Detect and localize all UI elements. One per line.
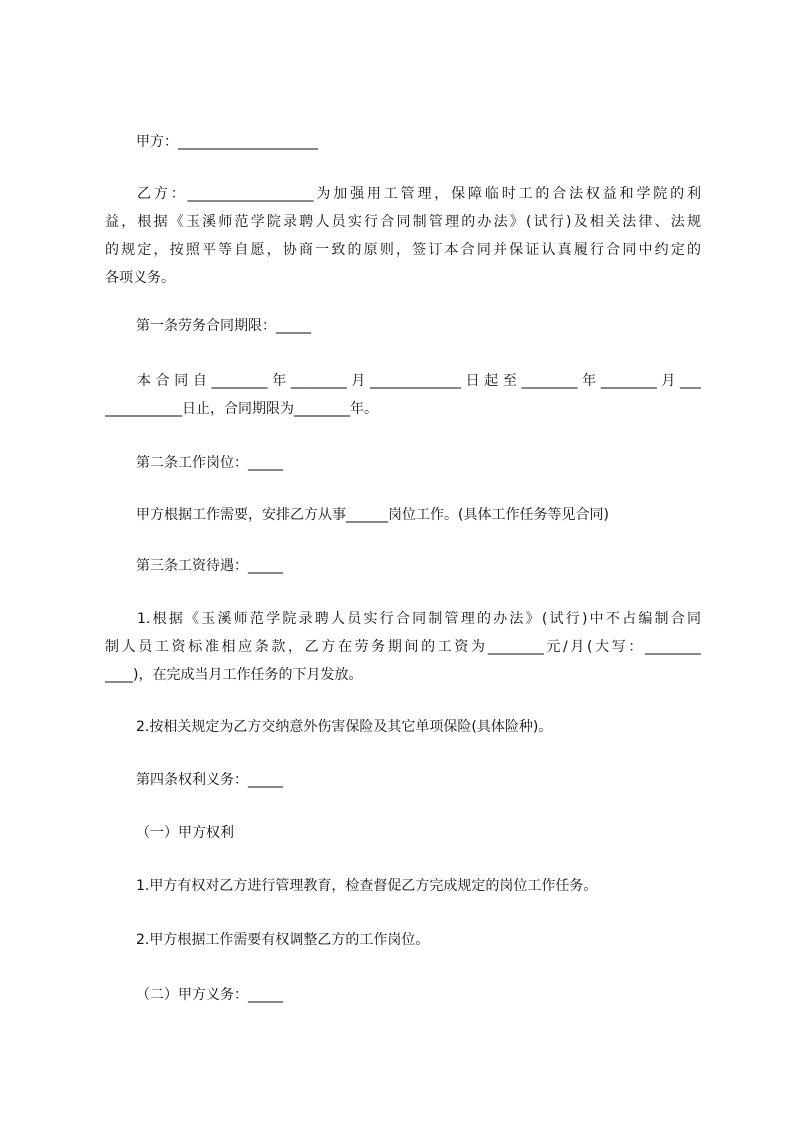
- party-b-line-1: 乙方：__________________为加强用工管理，保障临时工的合法权益和学院的利: [137, 186, 701, 202]
- party-a-rights-item-2: 2.甲方根据工作需要有权调整乙方的工作岗位。: [136, 932, 430, 948]
- article-3-item-1: [105, 605, 701, 689]
- party-b-line-3: 的规定，按照平等自愿，协商一致的原则，签订本合同并保证认真履行合同中约定的: [105, 242, 701, 258]
- article-3-item-1-line-1: 1.根据《玉溪师范学院录聘人员实行合同制管理的办法》(试行)中不占编制合同: [137, 611, 701, 627]
- article-3-item-2: 2.按相关规定为乙方交纳意外伤害保险及其它单项保险(具体险种)。: [136, 719, 553, 735]
- party-a-rights-item-1: 1.甲方有权对乙方进行管理教育，检查督促乙方完成规定的岗位工作任务。: [136, 878, 598, 894]
- article-1-title: 第一条劳务合同期限：_____: [136, 318, 311, 334]
- article-2-body: 甲方根据工作需要，安排乙方从事______岗位工作。(具体工作任务等见合同): [136, 507, 609, 523]
- article-3-item-1-line-2: 制人员工资标准相应条款，乙方在劳务期间的工资为________元/月(大写：________: [105, 639, 701, 655]
- party-b-line-2: 益，根据《玉溪师范学院录聘人员实行合同制管理的办法》(试行)及相关法律、法规: [105, 214, 701, 230]
- article-1-paragraph: [105, 367, 701, 423]
- article-3-item-1-line-3: ____)，在完成当月工作任务的下月发放。: [105, 667, 363, 683]
- article-4-title: 第四条权利义务：_____: [136, 772, 283, 788]
- party-b-line-4: 各项义务。: [105, 270, 175, 286]
- article-1-line-1: 本合同自________年________月_____________日起至________年________月___: [137, 373, 701, 389]
- party-a-rights-title: （一）甲方权利: [136, 825, 234, 841]
- party-a-line: 甲方：____________________: [136, 134, 318, 150]
- article-2-title: 第二条工作岗位：_____: [136, 455, 283, 471]
- party-b-paragraph: [105, 180, 701, 292]
- article-3-title: 第三条工资待遇：_____: [136, 558, 283, 574]
- party-a-duties-title: （二）甲方义务：_____: [136, 987, 283, 1003]
- article-1-line-2: ___________日止，合同期限为________年。: [105, 401, 378, 417]
